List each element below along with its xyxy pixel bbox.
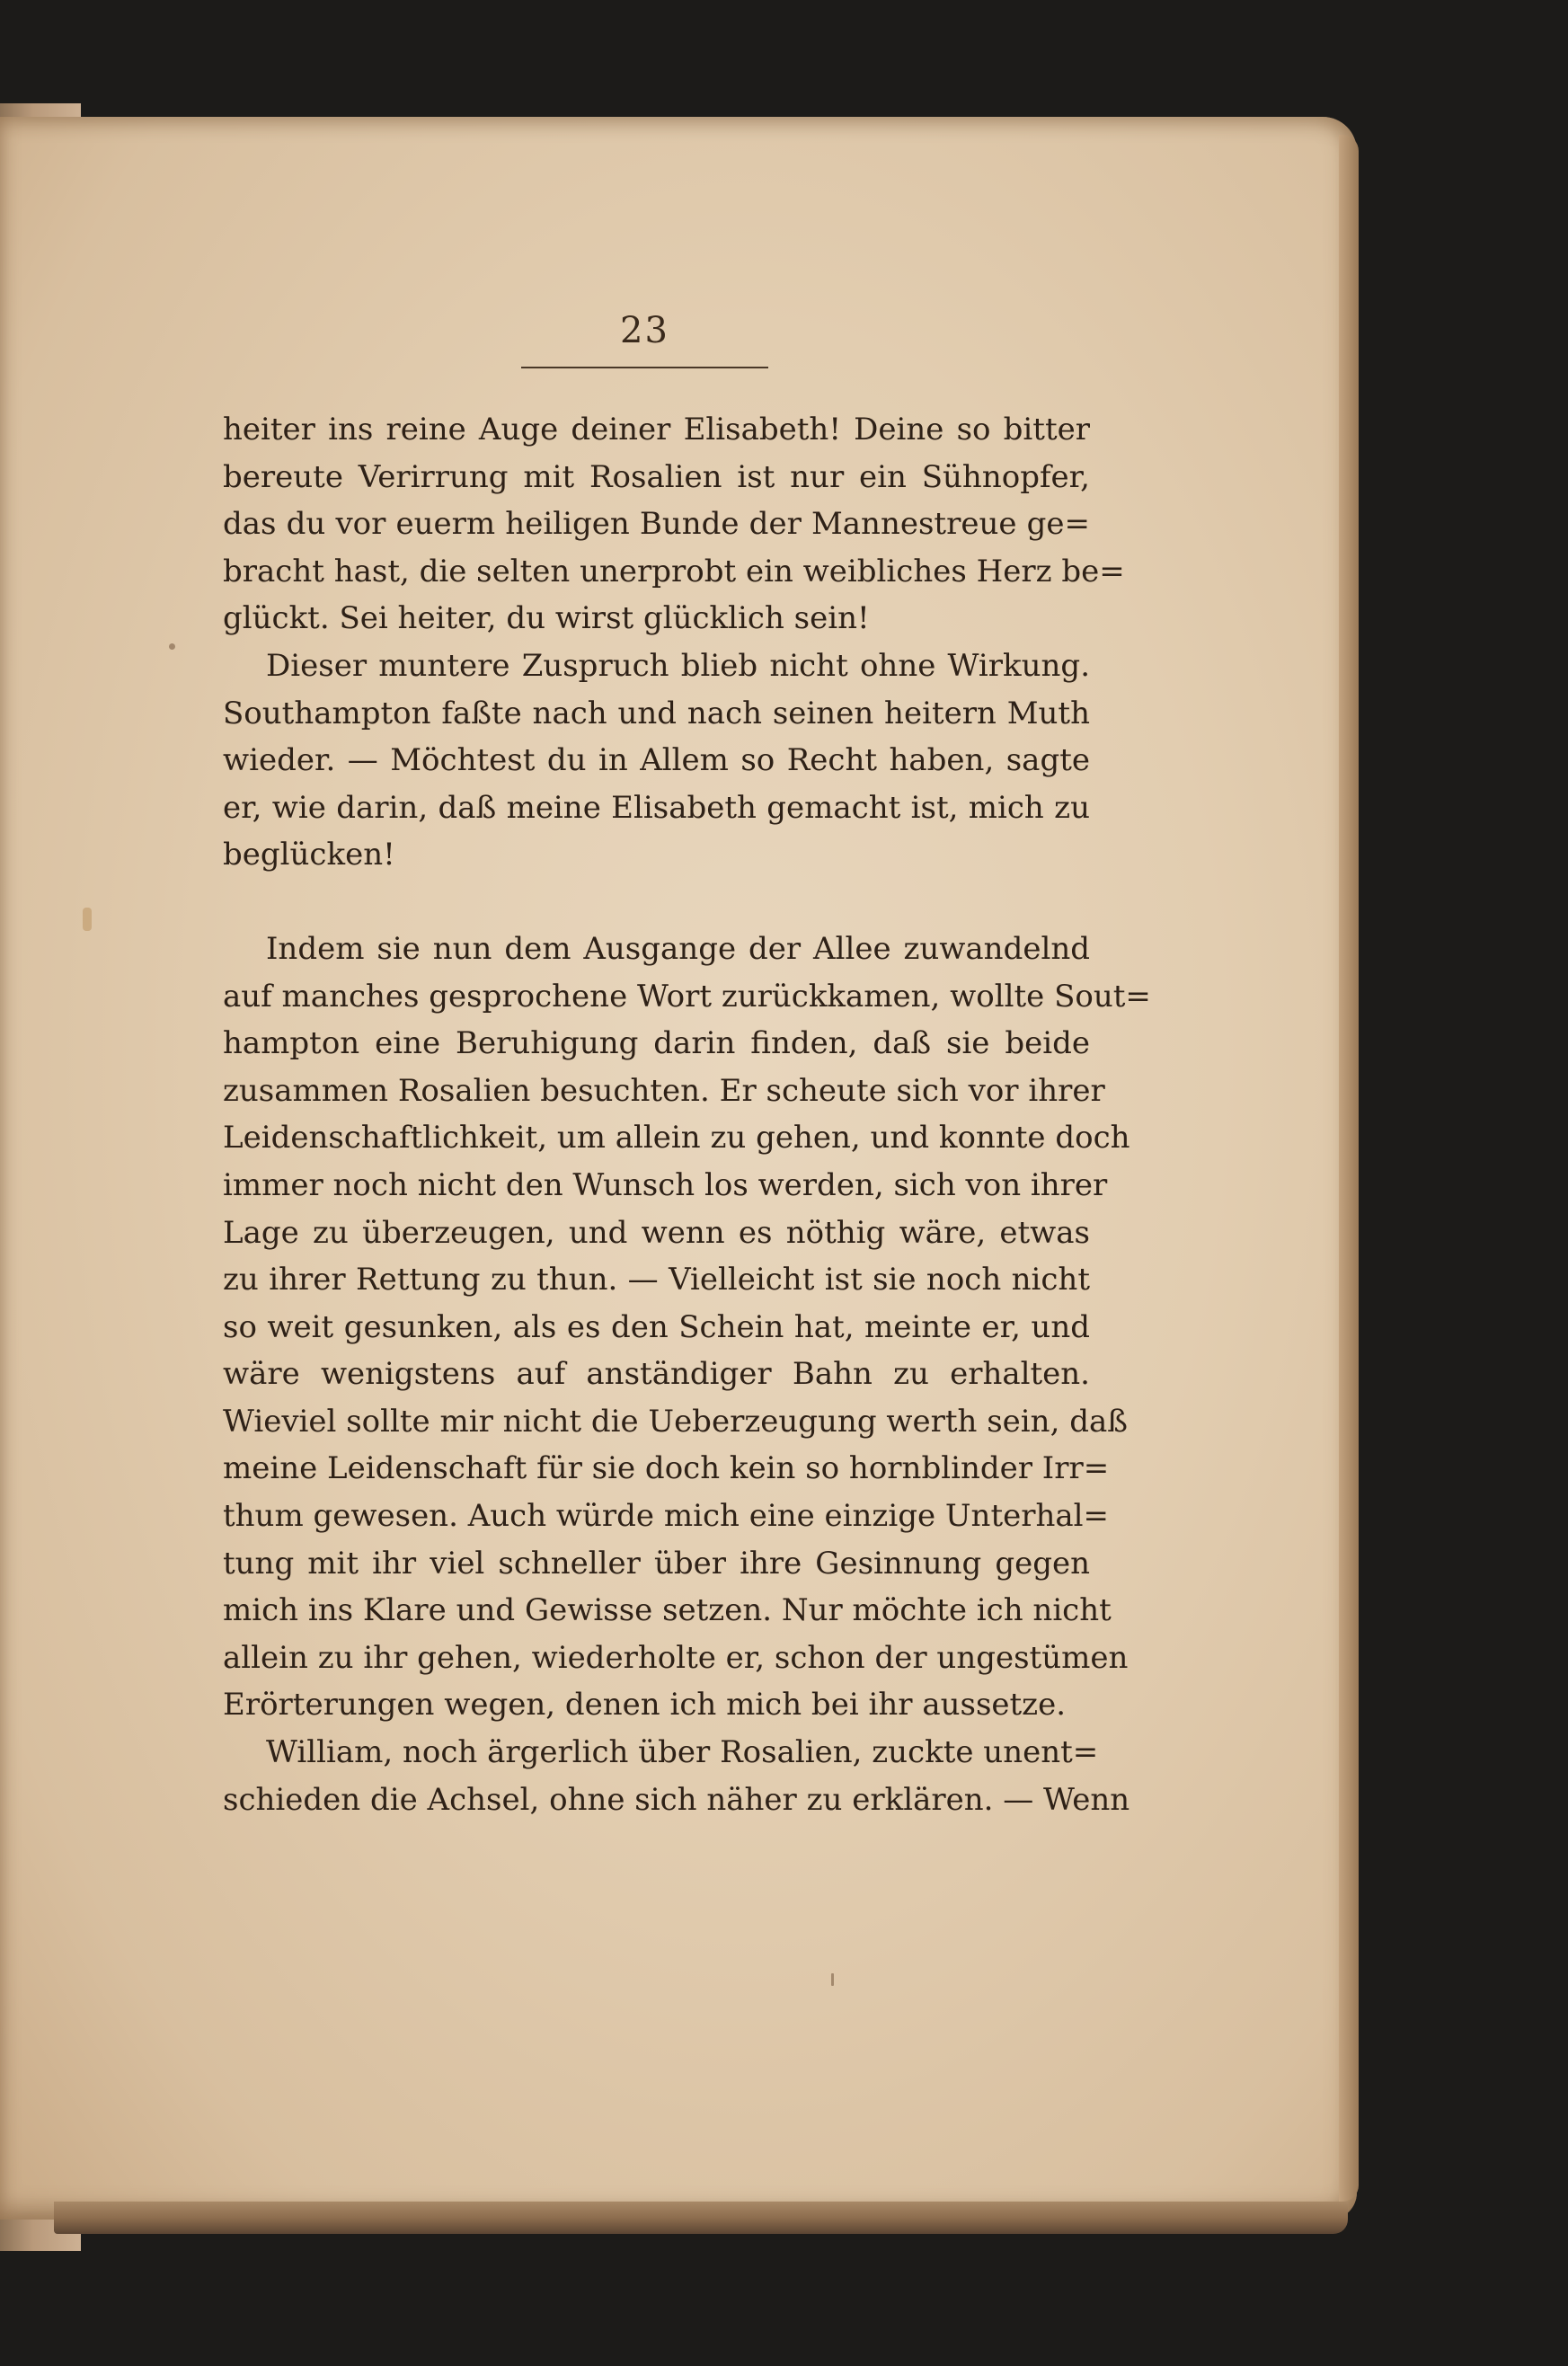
text-line: mich ins Klare und Gewisse setzen. Nur möchte ich nicht (223, 1592, 1112, 1629)
text-line: tung mit ihr viel schneller über ihre Gesinnung gegen (223, 1545, 1090, 1582)
text-line: thum gewesen. Auch würde mich eine einzige Unterhal= (223, 1498, 1110, 1535)
text-line: heiter ins reine Auge deiner Elisabeth! Deine so bitter (223, 412, 1090, 448)
text-line: zusammen Rosalien besuchten. Er scheute sich vor ihrer (223, 1072, 1105, 1109)
text-line: er, wie darin, daß meine Elisabeth gemacht ist, mich zu (223, 789, 1090, 826)
text-line: auf manches gesprochene Wort zurückkamen, wollte Sout= (223, 978, 1151, 1015)
right-page-edge (1339, 135, 1359, 2202)
text-line: allein zu ihr gehen, wiederholte er, schon der ungestümen (223, 1639, 1129, 1676)
text-line: bereute Verirrung mit Rosalien ist nur ein Sühnopfer, (223, 458, 1090, 495)
text-line: Erörterungen wegen, denen ich mich bei ihr aussetze. (223, 1687, 1067, 1724)
text-line: Leidenschaftlichkeit, um allein zu gehen, und konnte doch (223, 1120, 1130, 1156)
text-line: beglücken! (223, 837, 395, 873)
text-line: Southampton faßte nach und nach seinen heitern Muth (223, 695, 1090, 731)
text-line: zu ihrer Rettung zu thun. — Vielleicht ist sie noch nicht (223, 1262, 1090, 1298)
text-line: so weit gesunken, als es den Schein hat, meinte er, und (223, 1308, 1090, 1345)
text-line: Wieviel sollte mir nicht die Ueberzeugung werth sein, daß (223, 1403, 1128, 1440)
text-line: hampton eine Beruhigung darin finden, daß sie beide (223, 1025, 1090, 1062)
text-line: bracht hast, die selten unerprobt ein weibliches Herz be= (223, 553, 1125, 589)
text-line: immer noch nicht den Wunsch los werden, sich von ihrer (223, 1166, 1108, 1203)
text-line: William, noch ärgerlich über Rosalien, zuckte unent= (266, 1734, 1099, 1771)
text-line: Lage zu überzeugen, und wenn es nöthig wäre, etwas (223, 1214, 1090, 1251)
text-line: wieder. — Möchtest du in Allem so Recht haben, sagte (223, 742, 1090, 779)
page-number: 23 (620, 310, 669, 351)
text-line: meine Leidenschaft für sie doch kein so hornblinder Irr= (223, 1450, 1110, 1487)
text-line: Dieser muntere Zuspruch blieb nicht ohne Wirkung. (266, 647, 1090, 684)
paper-speck (169, 643, 175, 650)
text-line: wäre wenigstens auf anständiger Bahn zu erhalten. (223, 1356, 1090, 1393)
text-line: glückt. Sei heiter, du wirst glücklich sein! (223, 600, 870, 637)
text-line: das du vor euerm heiligen Bunde der Mannestreue ge= (223, 506, 1090, 543)
page-number-rule (521, 367, 768, 368)
paper-speck (83, 908, 92, 931)
paragraph-gap (223, 879, 1090, 926)
body-text (223, 406, 1151, 1823)
text-line: schieden die Achsel, ohne sich näher zu erklären. — Wenn (223, 1781, 1130, 1818)
bottom-page-edge (54, 2202, 1348, 2234)
text-line: Indem sie nun dem Ausgange der Allee zuwandelnd (266, 930, 1090, 967)
paper-speck (831, 1973, 834, 1986)
